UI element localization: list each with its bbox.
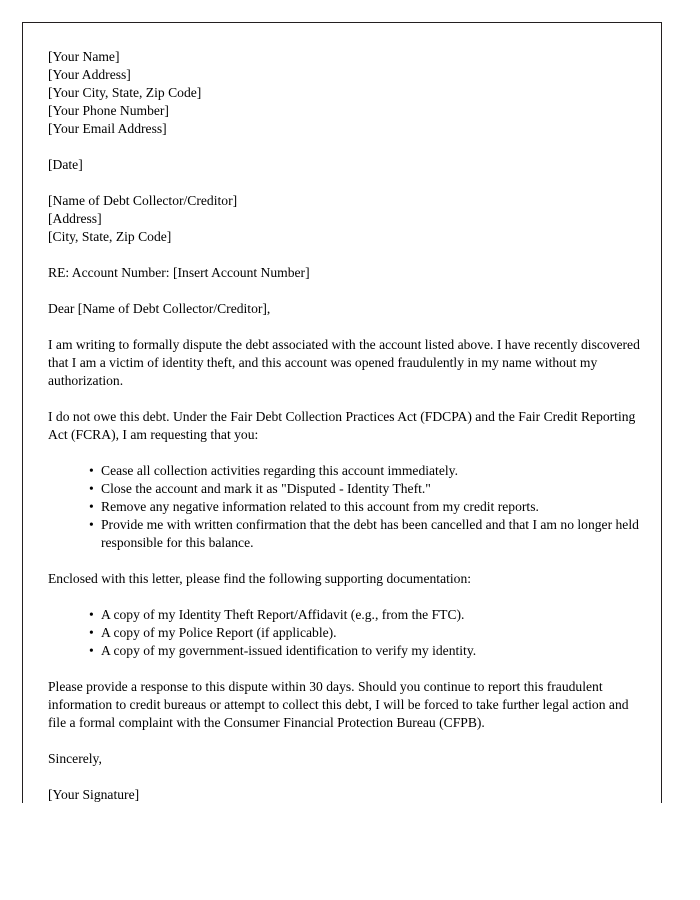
body-paragraph-4: Please provide a response to this dispute within 30 days. Should you continue to report this fraudulent information to credit bureaus or attempt to collect this debt, I will be forced to take further legal action and file a formal complaint with the Consumer Financial Protection Bureau (CFPB).: [48, 679, 629, 730]
recipient-city-state-zip: [City, State, Zip Code]: [48, 229, 172, 244]
requests-list: [48, 462, 643, 552]
recipient-address-block: [48, 192, 643, 246]
closing-line: Sincerely,: [48, 751, 102, 766]
list-item: • Cease all collection activities regarding this account immediately.: [89, 462, 643, 480]
sender-email: [Your Email Address]: [48, 121, 167, 136]
list-item: • Provide me with written confirmation that the debt has been cancelled and that I am no longer held responsible for this balance.: [89, 516, 643, 552]
list-item: • Remove any negative information related to this account from my credit reports.: [89, 498, 643, 516]
date-line: [Date]: [48, 157, 83, 172]
list-item: • Close the account and mark it as "Disputed - Identity Theft.": [89, 480, 643, 498]
sender-name: [Your Name]: [48, 49, 120, 64]
body-paragraph-2: I do not owe this debt. Under the Fair Debt Collection Practices Act (FDCPA) and the Fair Credit Reporting Act (FCRA), I am requesting that you:: [48, 409, 636, 442]
body-paragraph-3: Enclosed with this letter, please find the following supporting documentation:: [48, 571, 472, 586]
list-item: • A copy of my Police Report (if applicable).: [89, 624, 643, 642]
sender-city-state-zip: [Your City, State, Zip Code]: [48, 85, 202, 100]
list-item: • A copy of my Identity Theft Report/Affidavit (e.g., from the FTC).: [89, 606, 643, 624]
recipient-street: [Address]: [48, 211, 102, 226]
sender-address-block: [48, 48, 643, 138]
salutation: Dear [Name of Debt Collector/Creditor],: [48, 301, 271, 316]
sender-phone: [Your Phone Number]: [48, 103, 169, 118]
enclosures-list: [48, 606, 643, 660]
recipient-name: [Name of Debt Collector/Creditor]: [48, 193, 238, 208]
subject-line: RE: Account Number: [Insert Account Number]: [48, 265, 310, 280]
sender-street: [Your Address]: [48, 67, 131, 82]
body-paragraph-1: I am writing to formally dispute the debt associated with the account listed above. I have recently discovered that I am a victim of identity theft, and this account was opened fraudulently in my name without my authorization.: [48, 337, 640, 388]
document-page: [22, 22, 662, 803]
letter-content: [48, 48, 643, 803]
list-item: • A copy of my government-issued identification to verify my identity.: [89, 642, 643, 660]
signature-line: [Your Signature]: [48, 787, 140, 802]
